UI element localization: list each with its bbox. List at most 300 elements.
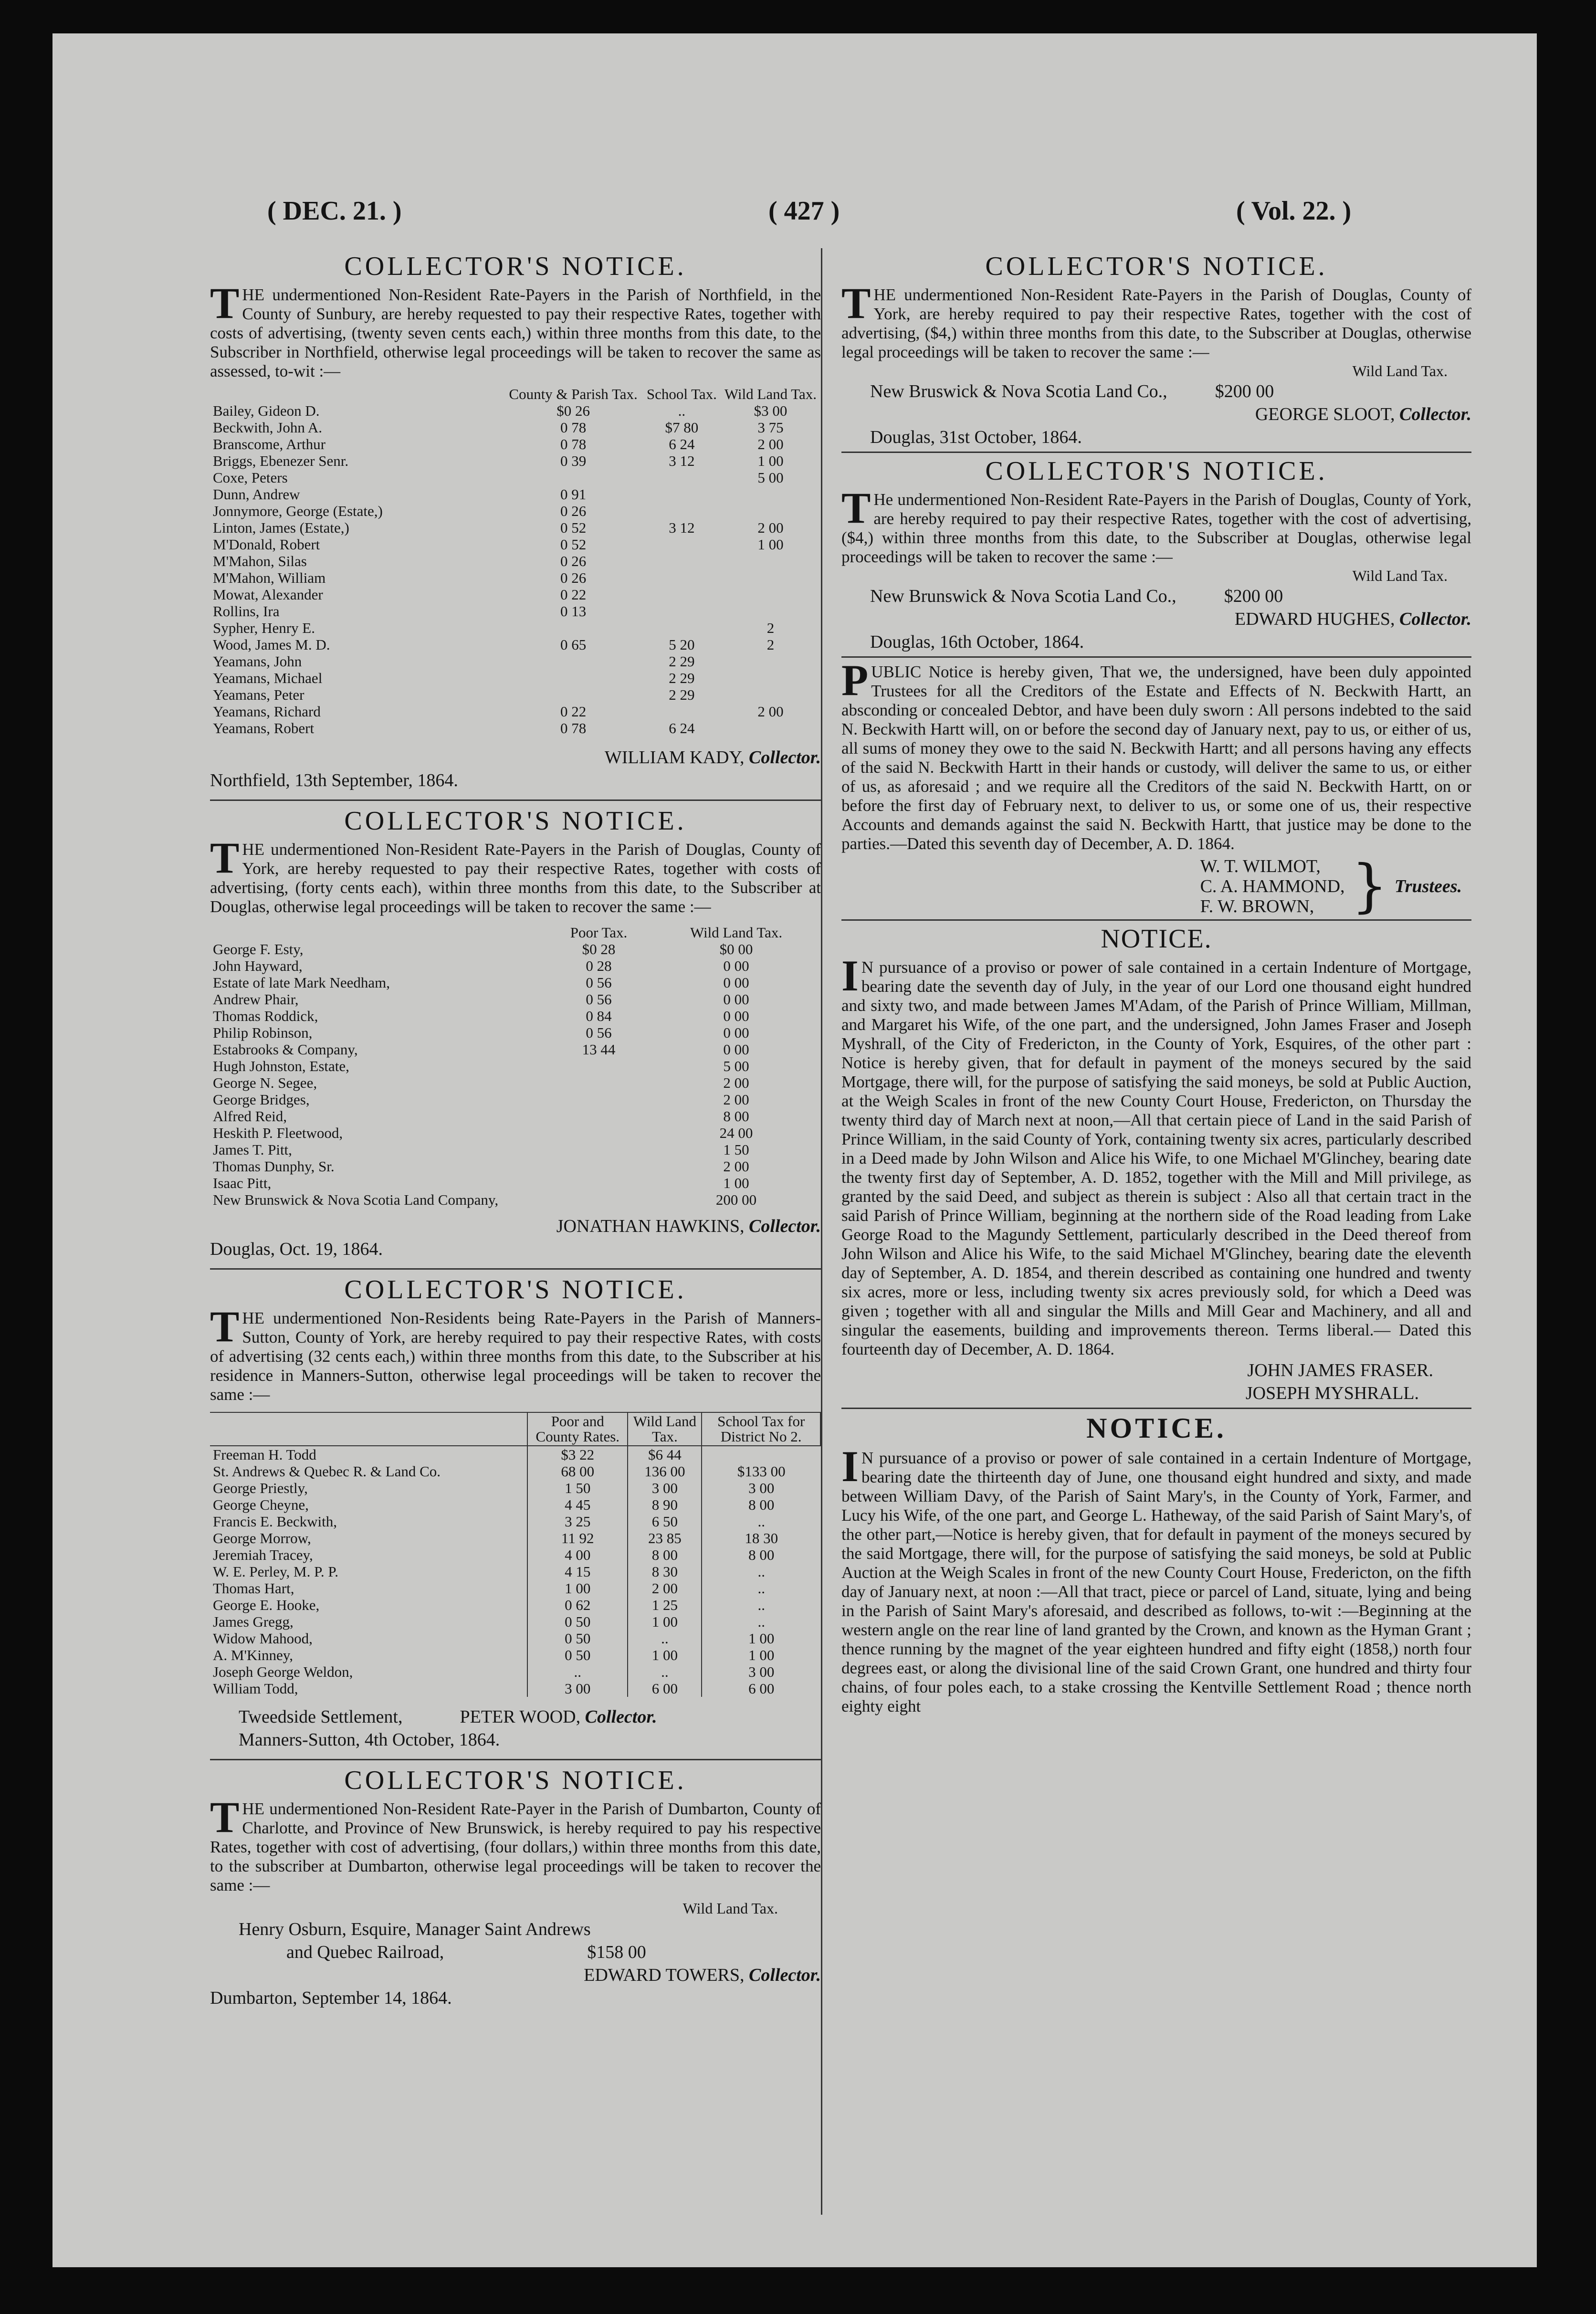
collector-title: Collector. xyxy=(749,747,821,768)
table-row xyxy=(210,1597,820,1613)
table-row xyxy=(210,1680,820,1697)
col-header: Poor and County Rates. xyxy=(527,1412,628,1446)
amount-cell: 2 00 xyxy=(723,1091,749,1108)
payer: New Brunswick & Nova Scotia Land Co., xyxy=(870,586,1176,606)
amount-cell: 0 00 xyxy=(723,991,749,1008)
amount-cell: .. xyxy=(702,1580,820,1597)
divider xyxy=(841,656,1471,658)
amount-cell: .. xyxy=(702,1613,820,1630)
amount-cell: 0 00 xyxy=(723,1041,749,1058)
fraser-mortgage-notice xyxy=(841,924,1471,1405)
amount-cell xyxy=(643,703,720,720)
amount-cell: 8 90 xyxy=(628,1496,702,1513)
douglas-notice xyxy=(210,806,821,1261)
table-row xyxy=(210,720,821,736)
payer-name: Yeamans, John xyxy=(213,653,302,670)
place: Tweedside Settlement, xyxy=(239,1707,403,1727)
amount-cell: $3 22 xyxy=(527,1446,628,1463)
trustees-notice xyxy=(841,656,1471,919)
payer-name: George F. Esty, xyxy=(213,941,304,957)
payer-name: Jeremiah Tracey, xyxy=(213,1546,313,1563)
notice-title: NOTICE. xyxy=(1086,1412,1227,1444)
payer-name: George Bridges, xyxy=(213,1091,310,1108)
amount: $200 00 xyxy=(1224,586,1283,606)
amount-cell xyxy=(546,1108,651,1125)
amount-cell: 8 00 xyxy=(628,1546,702,1563)
table-row xyxy=(210,991,821,1008)
payer-name: James T. Pitt, xyxy=(213,1141,292,1158)
payer-name: Jonnymore, George (Estate,) xyxy=(213,503,383,519)
amount-cell: 0 26 xyxy=(560,569,587,586)
amount-cell: 1 50 xyxy=(527,1480,628,1496)
table-row xyxy=(210,1613,820,1630)
dateline: Douglas, Oct. 19, 1864. xyxy=(210,1239,383,1259)
payer-name: George N. Segee, xyxy=(213,1074,317,1091)
amount-cell: 0 13 xyxy=(560,603,587,620)
collector-title: Collector. xyxy=(749,1965,821,1985)
table-row xyxy=(210,974,821,991)
amount-cell: 2 00 xyxy=(723,1158,749,1175)
amount-cell xyxy=(720,586,821,603)
amount-cell: 11 92 xyxy=(527,1530,628,1546)
northfield-notice xyxy=(210,251,821,792)
payer-name: George Cheyne, xyxy=(213,1496,309,1513)
drop-cap: T xyxy=(841,484,871,532)
dateline: Northfield, 13th September, 1864. xyxy=(210,770,458,790)
collector-name: EDWARD HUGHES, xyxy=(1234,609,1395,629)
col-header: School Tax. xyxy=(646,386,717,402)
amount-cell: 0 22 xyxy=(560,586,587,603)
payer-name: Sypher, Henry E. xyxy=(213,620,315,636)
payer-name: Mowat, Alexander xyxy=(213,586,323,603)
table-row xyxy=(210,686,821,703)
amount-cell: 0 28 xyxy=(586,957,612,974)
dateline: Manners-Sutton, 4th October, 1864. xyxy=(239,1730,500,1750)
col-header: Poor Tax. xyxy=(570,924,628,941)
amount-cell: 2 00 xyxy=(757,703,784,720)
payer-name: Alfred Reid, xyxy=(213,1108,287,1125)
amount-cell: .. xyxy=(628,1630,702,1647)
payer-name: Yeamans, Richard xyxy=(213,703,321,720)
amount-cell: 0 26 xyxy=(560,553,587,569)
amount-cell: 0 78 xyxy=(560,720,587,736)
notice-title: COLLECTOR'S NOTICE. xyxy=(344,1766,687,1795)
amount-cell: 24 00 xyxy=(719,1125,753,1141)
collector-title: Collector. xyxy=(585,1707,657,1727)
amount-cell: 2 00 xyxy=(757,436,784,452)
left-column xyxy=(210,248,821,2009)
amount-cell: 0 00 xyxy=(723,957,749,974)
amount-cell: 1 50 xyxy=(723,1141,749,1158)
amount-cell: 2 29 xyxy=(669,686,695,703)
notice-body: HE undermentioned Non-Resident Rate-Payers in the Parish of Douglas, County of York, are hereby required to pay their respective Rates, together with the cost of advertising, ($4,) within three months from this date, to the Subscriber at Douglas, otherwise legal proceedings will be taken to recover the same :— xyxy=(841,285,1471,361)
payer-name: Heskith P. Fleetwood, xyxy=(213,1125,343,1141)
table-row xyxy=(210,1058,821,1074)
col-header: County & Parish Tax. xyxy=(509,386,638,402)
amount-cell: 23 85 xyxy=(628,1530,702,1546)
table-row xyxy=(210,1125,821,1141)
payer-name: St. Andrews & Quebec R. & Land Co. xyxy=(213,1463,441,1480)
table-row xyxy=(210,620,821,636)
amount-cell xyxy=(546,1158,651,1175)
amount: $200 00 xyxy=(1215,381,1274,401)
payer-name: Dunn, Andrew xyxy=(213,486,300,503)
amount-cell xyxy=(720,720,821,736)
table-row xyxy=(210,469,821,486)
amount-cell: 0 56 xyxy=(586,991,612,1008)
amount-cell: 0 78 xyxy=(560,419,587,436)
amount-cell: 3 12 xyxy=(669,452,695,469)
amount-cell: 0 00 xyxy=(723,974,749,991)
amount-cell: .. xyxy=(628,1663,702,1680)
amount-cell: 1 00 xyxy=(702,1647,820,1663)
amount-cell: 1 00 xyxy=(757,536,784,553)
payer-name: Andrew Phair, xyxy=(213,991,299,1008)
table-row xyxy=(210,1141,821,1158)
collector-name: JONATHAN HAWKINS, xyxy=(556,1216,745,1236)
table-row xyxy=(210,941,821,957)
trustees-label: Trustees. xyxy=(1394,876,1462,896)
table-row xyxy=(210,1191,821,1208)
dateline: Dumbarton, September 14, 1864. xyxy=(210,1988,452,2008)
table-row xyxy=(210,1175,821,1191)
amount-cell: 5 00 xyxy=(757,469,784,486)
divider xyxy=(841,919,1471,921)
payer-name: Thomas Hart, xyxy=(213,1580,294,1597)
amount-cell: .. xyxy=(702,1597,820,1613)
payer-name: Wood, James M. D. xyxy=(213,636,330,653)
table-row xyxy=(210,553,821,569)
table-row xyxy=(210,402,821,419)
amount-cell xyxy=(503,670,643,686)
amount-cell xyxy=(643,620,720,636)
drop-cap: P xyxy=(841,656,869,705)
amount-cell xyxy=(643,569,720,586)
table-row xyxy=(210,653,821,670)
notice-body: He undermentioned Non-Resident Rate-Payers in the Parish of Douglas, County of York, are hereby required to pay their respective Rates, together with the cost of advertising, ($4,) within three months from this date, to the Subscriber at Douglas, otherwise legal proceedings will be taken to recover the same :— xyxy=(841,490,1471,566)
amount-cell: 1 00 xyxy=(757,452,784,469)
amount-cell xyxy=(720,503,821,519)
amount-cell: 0 65 xyxy=(560,636,587,653)
amount-cell xyxy=(643,469,720,486)
amount-cell: 0 22 xyxy=(560,703,587,720)
amount-cell xyxy=(643,586,720,603)
amount-cell: 200 00 xyxy=(715,1191,757,1208)
amount-cell: 2 29 xyxy=(669,670,695,686)
amount-cell: 0 26 xyxy=(560,503,587,519)
payer-name: A. M'Kinney, xyxy=(213,1647,294,1663)
amount-cell xyxy=(546,1141,651,1158)
col-header: Wild Land Tax. xyxy=(682,1900,778,1917)
payer-name: William Todd, xyxy=(213,1680,298,1697)
payer-name: Briggs, Ebenezer Senr. xyxy=(213,452,349,469)
amount-cell: $7 80 xyxy=(665,419,699,436)
collector-title: Collector. xyxy=(1399,609,1471,629)
payer: New Bruswick & Nova Scotia Land Co., xyxy=(870,381,1167,401)
amount-cell: 0 52 xyxy=(560,536,587,553)
amount-cell: 2 29 xyxy=(669,653,695,670)
amount-cell: 4 00 xyxy=(527,1546,628,1563)
amount-cell xyxy=(503,620,643,636)
table-row xyxy=(210,586,821,603)
table-row xyxy=(210,1663,820,1680)
amount-cell: 6 00 xyxy=(702,1680,820,1697)
amount-cell xyxy=(546,1175,651,1191)
payer-name: Isaac Pitt, xyxy=(213,1175,272,1191)
table-row xyxy=(210,1446,820,1463)
col-header: Wild Land Tax. xyxy=(1352,567,1448,584)
payer-name: Beckwith, John A. xyxy=(213,419,323,436)
amount-cell: 8 30 xyxy=(628,1563,702,1580)
payer-name: M'Donald, Robert xyxy=(213,536,320,553)
notice-title: NOTICE. xyxy=(1101,924,1212,954)
amount-cell: .. xyxy=(527,1663,628,1680)
right-column xyxy=(821,248,1471,2215)
amount-cell: 0 50 xyxy=(527,1647,628,1663)
collector-name: PETER WOOD, xyxy=(460,1707,581,1727)
amount-cell: $0 28 xyxy=(582,941,616,957)
amount-cell: 3 25 xyxy=(527,1513,628,1530)
divider xyxy=(841,1408,1471,1409)
divider xyxy=(841,452,1471,453)
hatheway-mortgage-notice xyxy=(841,1412,1471,1716)
amount-cell xyxy=(720,653,821,670)
payer-name: Yeamans, Peter xyxy=(213,686,304,703)
payer-name: Linton, James (Estate,) xyxy=(213,519,349,536)
amount-cell xyxy=(546,1191,651,1208)
douglas-sloot-notice xyxy=(841,251,1471,449)
divider xyxy=(210,1268,821,1270)
dumbarton-notice xyxy=(210,1765,821,2009)
amount-cell: .. xyxy=(702,1563,820,1580)
table-row xyxy=(210,1108,821,1125)
notice-body: HE undermentioned Non-Resident Rate-Payers in the Parish of Douglas, County of York, are hereby requested to pay their respective Rates, together with costs of advertising, (forty cents each), within three months from this date, to the Subscriber at Douglas, otherwise legal proceedings will be taken to recover the same :— xyxy=(210,840,821,916)
trustee-name: C. A. HAMMOND, xyxy=(1200,876,1345,896)
payer-name: Widow Mahood, xyxy=(213,1630,313,1647)
amount-cell: $6 44 xyxy=(628,1446,702,1463)
collector-name: GEORGE SLOOT, xyxy=(1255,404,1395,424)
amount-cell: 5 00 xyxy=(723,1058,749,1074)
amount-cell: 0 91 xyxy=(560,486,587,503)
divider xyxy=(210,799,821,801)
payer-line: Henry Osburn, Esquire, Manager Saint Andrews xyxy=(239,1919,591,1939)
amount-cell: 18 30 xyxy=(702,1530,820,1546)
notice-body: HE undermentioned Non-Residents being Rate-Payers in the Parish of Manners-Sutton, County of York, are hereby required to pay their respective Rates, with costs of advertising (32 cents each,) within three months from this date, to the Subscriber at his residence in Manners-Sutton, otherwise legal proceedings will be taken to recover the same :— xyxy=(210,1309,821,1404)
payer-name: Thomas Dunphy, Sr. xyxy=(213,1158,335,1175)
amount-cell: .. xyxy=(702,1513,820,1530)
amount-cell: 0 78 xyxy=(560,436,587,452)
table-row xyxy=(210,703,821,720)
amount-cell xyxy=(546,1074,651,1091)
amount-cell: 13 44 xyxy=(582,1041,616,1058)
amount-cell xyxy=(503,653,643,670)
trustee-name: W. T. WILMOT, xyxy=(1200,856,1321,876)
collector-name: EDWARD TOWERS, xyxy=(584,1965,745,1985)
amount-cell: 0 56 xyxy=(586,1024,612,1041)
col-header: Wild Land Tax. xyxy=(724,386,817,402)
notice-title: COLLECTOR'S NOTICE. xyxy=(344,806,687,836)
drop-cap: T xyxy=(210,1302,240,1351)
amount-cell xyxy=(546,1125,651,1141)
amount-cell: $0 00 xyxy=(719,941,753,957)
col-header: Wild Land Tax. xyxy=(1352,362,1448,379)
amount-cell: 1 00 xyxy=(628,1647,702,1663)
amount-cell xyxy=(503,469,643,486)
amount-cell: $0 26 xyxy=(556,402,590,419)
amount-cell: 3 00 xyxy=(527,1680,628,1697)
amount-cell xyxy=(546,1058,651,1074)
amount-cell: 0 62 xyxy=(527,1597,628,1613)
amount-cell: 0 52 xyxy=(560,519,587,536)
dateline: Douglas, 31st October, 1864. xyxy=(870,427,1082,447)
table-row xyxy=(210,1647,820,1663)
collector-title: Collector. xyxy=(1399,404,1471,424)
northfield-tax-table xyxy=(210,386,821,736)
amount-cell xyxy=(720,603,821,620)
table-row xyxy=(210,486,821,503)
trustee-name: F. W. BROWN, xyxy=(1200,896,1314,916)
signer: JOSEPH MYSHRALL. xyxy=(1245,1383,1419,1403)
amount-cell: 2 00 xyxy=(757,519,784,536)
manners-sutton-tax-table xyxy=(210,1412,821,1697)
amount: $158 00 xyxy=(587,1942,646,1962)
notice-title: COLLECTOR'S NOTICE. xyxy=(985,252,1328,281)
amount-cell xyxy=(503,686,643,703)
table-row xyxy=(210,519,821,536)
amount-cell: .. xyxy=(678,402,686,419)
amount-cell: 1 25 xyxy=(628,1597,702,1613)
table-row xyxy=(210,1158,821,1175)
payer-name: George Priestly, xyxy=(213,1480,308,1496)
notice-body: HE undermentioned Non-Resident Rate-Payers in the Parish of Northfield, in the County of Sunbury, are hereby requested to pay their respective Rates, together with costs of advertising, (twenty seven cents each,) within three months from this date, to the Subscriber in Northfield, otherwise legal proceedings will be taken to recover the same as assessed, to-wit :— xyxy=(210,285,821,380)
table-row xyxy=(210,1480,820,1496)
payer-name: James Gregg, xyxy=(213,1613,294,1630)
drop-cap: T xyxy=(210,833,240,882)
amount-cell: 8 00 xyxy=(702,1496,820,1513)
table-row xyxy=(210,419,821,436)
table-row xyxy=(210,1074,821,1091)
table-row xyxy=(210,436,821,452)
col-header: Wild Land Tax. xyxy=(628,1412,702,1446)
douglas-hughes-notice xyxy=(841,456,1471,653)
amount-cell: 3 00 xyxy=(702,1663,820,1680)
payer-line: and Quebec Railroad, xyxy=(286,1942,444,1962)
amount-cell: 1 00 xyxy=(723,1175,749,1191)
notice-body: UBLIC Notice is hereby given, That we, the undersigned, have been duly appointed Trustees for all the Creditors of the Estate and Effects of N. Beckwith Hartt, an absconding or concealed Debtor, and have been duly sworn : All persons indebted to the said N. Beckwith Hartt will, on or before the second day of January next, pay to us, or either of us, all sums of money they owe to the said N. Beckwith Hartt; and all persons having any effects of the said N. Beckwith Hartt in their hands or custody, will deliver the same to us, or either of us, as aforesaid ; and we require all the Creditors of the said N. Beckwith Hartt, on or before the first day of February next, to deliver to us, or some one of us, their respective Accounts and demands against the said N. Beckwith Hartt, that justice may be done to the parties.—Dated this seventh day of December, A. D. 1864. xyxy=(841,663,1471,853)
amount-cell xyxy=(643,553,720,569)
payer-name: George E. Hooke, xyxy=(213,1597,320,1613)
amount-cell: 4 15 xyxy=(527,1563,628,1580)
amount-cell: 5 20 xyxy=(669,636,695,653)
payer-name: Francis E. Beckwith, xyxy=(213,1513,337,1530)
amount-cell: 136 00 xyxy=(628,1463,702,1480)
signer: JOHN JAMES FRASER. xyxy=(1247,1360,1433,1380)
amount-cell: 3 75 xyxy=(757,419,784,436)
table-row xyxy=(210,1530,820,1546)
amount-cell: 1 00 xyxy=(628,1613,702,1630)
table-row xyxy=(210,603,821,620)
amount-cell: 6 50 xyxy=(628,1513,702,1530)
amount-cell: 0 56 xyxy=(586,974,612,991)
amount-cell: 0 39 xyxy=(560,452,587,469)
payer-name: Bailey, Gideon D. xyxy=(213,402,320,419)
payer-name: Hugh Johnston, Estate, xyxy=(213,1058,349,1074)
payer-name: Joseph George Weldon, xyxy=(213,1663,353,1680)
notice-title: COLLECTOR'S NOTICE. xyxy=(985,456,1328,486)
amount-cell: 8 00 xyxy=(723,1108,749,1125)
table-row xyxy=(210,957,821,974)
notice-body: HE undermentioned Non-Resident Rate-Payer in the Parish of Dumbarton, County of Charlotte, and Province of New Brunswick, is hereby required to pay his respective Rates, together with cost of advertising, (four dollars,) within three months from this date, to the subscriber at Dumbarton, otherwise legal proceedings will be taken to recover the same :— xyxy=(210,1799,821,1894)
douglas-tax-table xyxy=(210,924,821,1208)
notice-title: COLLECTOR'S NOTICE. xyxy=(344,252,687,281)
collector-name: WILLIAM KADY, xyxy=(604,747,745,768)
table-row xyxy=(210,1463,820,1480)
amount-cell: 68 00 xyxy=(527,1463,628,1480)
amount-cell: 0 50 xyxy=(527,1630,628,1647)
divider xyxy=(210,1759,821,1760)
notice-body: N pursuance of a proviso or power of sale contained in a certain Indenture of Mortgage, bearing date the thirteenth day of June, one thousand eight hundred and sixty, and made between William Davy, of the Parish of Saint Mary's, in the County of York, Farmer, and Lucy his Wife, of the one part, and George L. Hatheway, of the said Parish of Saint Mary's, of the other part,—Notice is hereby given, that for default in payment of the moneys secured by the said Mortgage, there will, for the purpose of satisfying the said moneys, be sold at Public Auction at the Weigh Scales in front of the new County Court House, Fredericton, on the fifth day of January next, at noon :—All that tract, piece or parcel of Land, situate, lying and being in the Parish of Saint Mary's aforesaid, and described as follows, to-wit :—Beginning at the western angle on the rear line of land granted by the Crown, and known as the Hyman Grant ; thence running by the magnet of the year eighteen hundred and fifty eight (1858,) north four degrees east, or along the divisional line of the said Crown Grant, one hundred and thirty four chains, of four poles each, to a stake crossing the Kentville Settlement Road ; thence north eighty eight xyxy=(841,1449,1471,1715)
amount-cell xyxy=(720,569,821,586)
amount-cell: 0 00 xyxy=(723,1024,749,1041)
amount-cell xyxy=(643,603,720,620)
amount-cell xyxy=(643,486,720,503)
table-row xyxy=(210,1496,820,1513)
brace: } xyxy=(1351,853,1388,919)
table-row xyxy=(210,1630,820,1647)
amount-cell: 3 00 xyxy=(628,1480,702,1496)
amount-cell xyxy=(643,536,720,553)
amount-cell: 2 xyxy=(766,620,775,636)
volume-number: ( Vol. 22. ) xyxy=(1236,196,1352,226)
payer-name: M'Mahon, Silas xyxy=(213,553,307,569)
collector-title: Collector. xyxy=(749,1216,821,1236)
payer-name: Yeamans, Robert xyxy=(213,720,315,736)
amount-cell xyxy=(546,1091,651,1108)
col-header: School Tax for District No 2. xyxy=(702,1412,820,1446)
amount-cell: 1 00 xyxy=(702,1630,820,1647)
table-row xyxy=(210,452,821,469)
amount-cell: 2 xyxy=(766,636,775,653)
table-row xyxy=(210,1091,821,1108)
table-row xyxy=(210,1513,820,1530)
amount-cell: 3 12 xyxy=(669,519,695,536)
amount-cell xyxy=(720,686,821,703)
amount-cell xyxy=(643,503,720,519)
payer-name: M'Mahon, William xyxy=(213,569,326,586)
table-row xyxy=(210,1008,821,1024)
amount-cell xyxy=(720,670,821,686)
table-row xyxy=(210,636,821,653)
dateline: Douglas, 16th October, 1864. xyxy=(870,632,1084,652)
payer-name: Estate of late Mark Needham, xyxy=(213,974,390,991)
amount-cell xyxy=(720,486,821,503)
amount-cell: 6 24 xyxy=(669,436,695,452)
table-row xyxy=(210,503,821,519)
manners-sutton-notice xyxy=(210,1274,821,1751)
newspaper-page xyxy=(52,33,1537,2267)
table-row xyxy=(210,536,821,553)
amount-cell: 2 00 xyxy=(628,1580,702,1597)
amount-cell: $133 00 xyxy=(702,1463,820,1480)
drop-cap: T xyxy=(841,279,871,327)
table-row xyxy=(210,670,821,686)
drop-cap: T xyxy=(210,1793,240,1841)
payer-name: Estabrooks & Company, xyxy=(213,1041,358,1058)
amount-cell: 6 24 xyxy=(669,720,695,736)
amount-cell: 8 00 xyxy=(702,1546,820,1563)
amount-cell: 6 00 xyxy=(628,1680,702,1697)
table-row xyxy=(210,1024,821,1041)
